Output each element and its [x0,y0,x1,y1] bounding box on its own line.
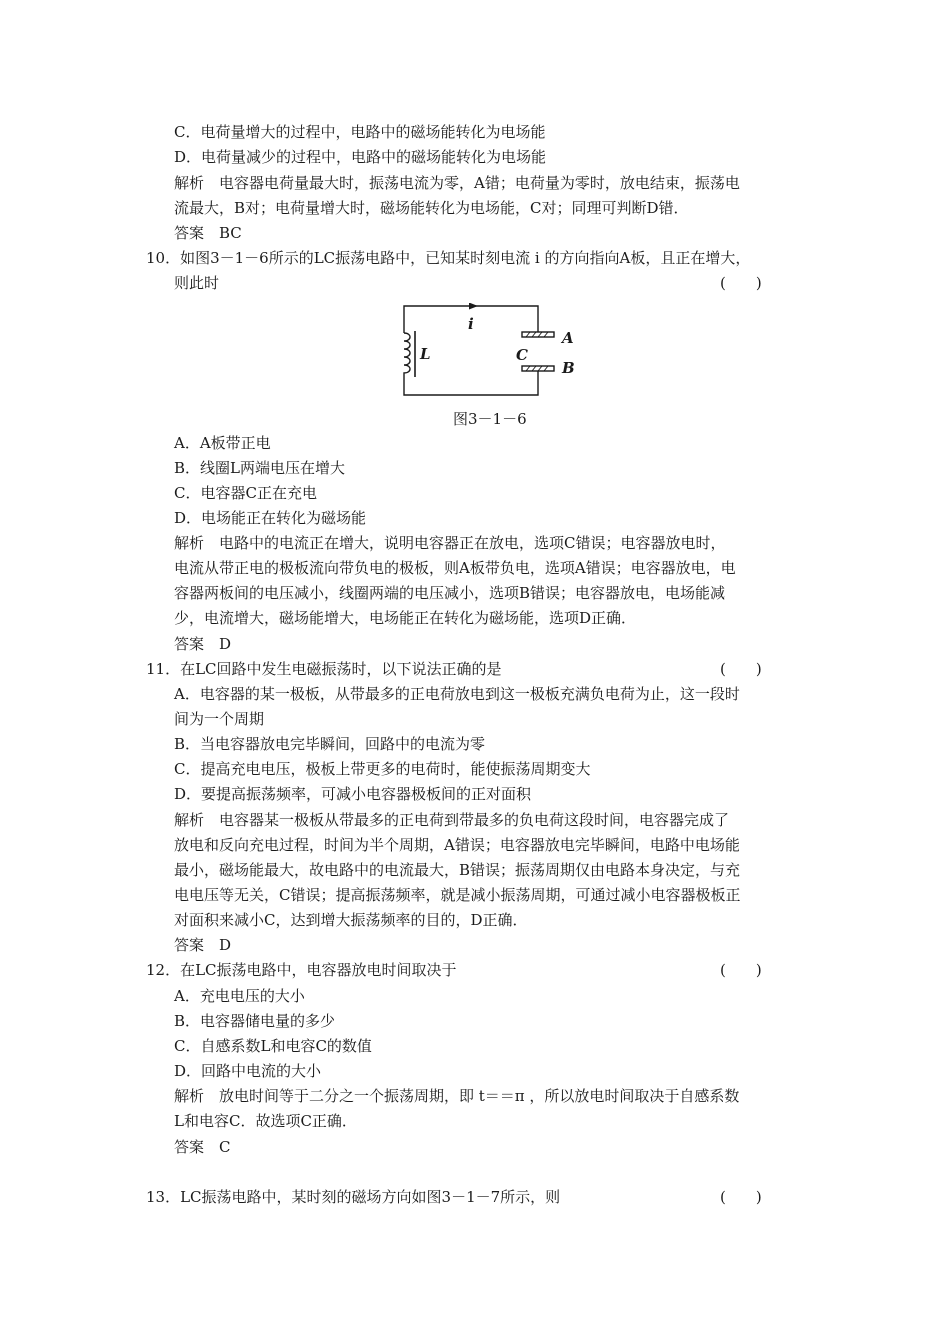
lc-circuit-figure [396,303,596,403]
circuit-bottom-wire [404,371,538,395]
q11-option-a-line-1: A．电容器的某一极板，从带最多的正电荷放电到这一极板充满负电荷为止，这一段时 [174,685,740,703]
q11-option-d: D．要提高振荡频率，可减小电容器极板间的正对面积 [174,785,532,803]
label-capacitor-C: C [516,346,528,364]
q12-answer: 答案 C [174,1138,231,1156]
q9-analysis-line-1: 解析 电容器电荷量最大时，振荡电流为零，A错；电荷量为零时，放电结束，振荡电 [174,174,740,192]
q10-analysis-line-2: 电流从带正电的极板流向带负电的极板，则A板带负电，选项A错误；电容器放电，电 [174,559,736,577]
q12-option-c: C．自感系数L和电容C的数值 [174,1037,372,1055]
q11-stem: 11．在LC回路中发生电磁振荡时，以下说法正确的是 [146,660,502,678]
q11-option-b: B．当电容器放电完毕瞬间，回路中的电流为零 [174,735,486,753]
label-plate-A: A [562,329,574,347]
q11-analysis-line-2: 放电和反向充电过程，时间为半个周期，A错误；电容器放电完毕瞬间，电路中电场能 [174,836,740,854]
q10-stem-line-2: 则此时 [174,274,220,292]
q11-answer-blank: ( ) [720,660,762,678]
q10-option-a: A．A板带正电 [174,434,271,452]
q9-analysis-line-2: 流最大，B对；电荷量增大时，磁场能转化为电场能，C对；同理可判断D错． [174,199,689,217]
q12-option-a: A．充电电压的大小 [174,987,305,1005]
figure-caption: 图3－1－6 [453,410,527,428]
q10-analysis-line-3: 容器两板间的电压减小，线圈两端的电压减小，选项B错误；电容器放电，电场能减 [174,584,726,602]
q12-analysis-line-2: L和电容C．故选项C正确． [174,1112,357,1130]
q9-answer: 答案 BC [174,224,242,242]
q9-option-d: D．电荷量减少的过程中，电路中的磁场能转化为电场能 [174,148,547,166]
q11-analysis-line-5: 对面积来减小C，达到增大振荡频率的目的，D正确． [174,911,528,929]
q13-answer-blank: ( ) [720,1188,762,1206]
q10-analysis-line-1: 解析 电路中的电流正在增大，说明电容器正在放电，选项C错误；电容器放电时， [174,534,726,552]
q12-analysis-line-1: 解析 放电时间等于二分之一个振荡周期，即 t＝＝π ，所以放电时间取决于自感系数 [174,1087,740,1105]
q12-stem: 12．在LC振荡电路中，电容器放电时间取决于 [146,961,457,979]
label-plate-B: B [562,359,575,377]
q11-answer: 答案 D [174,936,232,954]
q12-answer-blank: ( ) [720,961,762,979]
q13-stem: 13．LC振荡电路中，某时刻的磁场方向如图3－1－7所示，则 [146,1188,561,1206]
current-arrow-icon [469,303,478,310]
q9-option-c: C．电荷量增大的过程中，电路中的磁场能转化为电场能 [174,123,546,141]
label-current-i: i [468,315,474,333]
q12-option-d: D．回路中电流的大小 [174,1062,322,1080]
inductor-coil [404,333,410,375]
q10-analysis-line-4: 少，电流增大，磁场能增大，电场能正在转化为磁场能，选项D正确． [174,609,637,627]
q10-option-c: C．电容器C正在充电 [174,484,317,502]
label-inductor-L: L [420,345,431,363]
q10-answer: 答案 D [174,635,232,653]
q12-option-b: B．电容器储电量的多少 [174,1012,336,1030]
q10-stem-line-1: 10．如图3－1－6所示的LC振荡电路中，已知某时刻电流 i 的方向指向A板，且正在增大， [146,249,751,267]
q11-analysis-line-1: 解析 电容器某一极板从带最多的正电荷到带最多的负电荷这段时间，电容器完成了 [174,811,730,829]
q10-answer-blank: ( ) [720,274,762,292]
q10-option-d: D．电场能正在转化为磁场能 [174,509,367,527]
q11-analysis-line-4: 电电压等无关，C错误；提高振荡频率，就是减小振荡周期，可通过减小电容器极板正 [174,886,741,904]
q10-option-b: B．线圈L两端电压在增大 [174,459,345,477]
q11-option-a-line-2: 间为一个周期 [174,710,265,728]
q11-analysis-line-3: 最小，磁场能最大，故电路中的电流最大，B错误；振荡周期仅由电路本身决定，与充 [174,861,741,879]
q11-option-c: C．提高充电电压，极板上带更多的电荷时，能使振荡周期变大 [174,760,591,778]
